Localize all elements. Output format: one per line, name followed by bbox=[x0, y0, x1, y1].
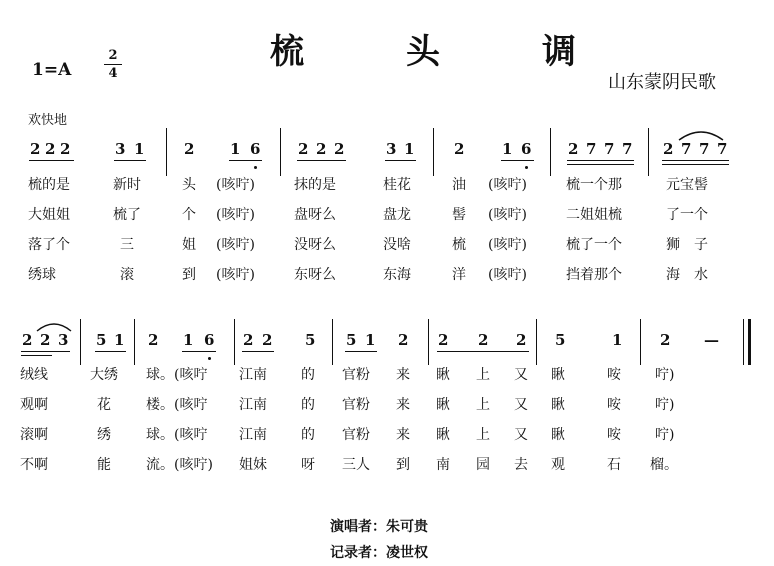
lyric: 咛) bbox=[655, 427, 675, 443]
lyric: 呀 bbox=[301, 457, 315, 473]
lyric: 瞅 bbox=[551, 397, 565, 413]
song-source: 山东蒙阴民歌 bbox=[608, 72, 716, 93]
lyric: 盘龙 bbox=[383, 207, 411, 223]
note: 7 bbox=[699, 140, 710, 158]
lyric: 新时 bbox=[113, 177, 141, 193]
lyric: 又 bbox=[514, 397, 528, 413]
lyric: (咳咛) bbox=[488, 207, 527, 223]
bar-line bbox=[648, 128, 649, 176]
bar-line bbox=[428, 319, 429, 365]
note: 3 bbox=[115, 140, 126, 158]
note: 2 bbox=[660, 331, 671, 349]
lyric: 瞅 bbox=[551, 427, 565, 443]
bar-line bbox=[280, 128, 281, 176]
lyric: 东呀么 bbox=[294, 267, 336, 283]
beam bbox=[297, 160, 346, 161]
lyric: 头 bbox=[182, 177, 196, 193]
lyric: 观 bbox=[551, 457, 565, 473]
bar-line bbox=[134, 319, 135, 365]
note: 5 bbox=[305, 331, 316, 349]
lyric: (咳咛) bbox=[216, 267, 255, 283]
lyric: 又 bbox=[514, 367, 528, 383]
lyric: 梳了 bbox=[113, 207, 141, 223]
note: 2 bbox=[398, 331, 409, 349]
bar-line bbox=[640, 319, 641, 365]
lyric: 瞅 bbox=[436, 397, 450, 413]
lyric: 江南 bbox=[239, 427, 267, 443]
note: 2 bbox=[298, 140, 309, 158]
note: 2 bbox=[316, 140, 327, 158]
beam bbox=[385, 160, 416, 161]
note: 6 bbox=[204, 331, 215, 349]
lyric: 姐妹 bbox=[239, 457, 267, 473]
lyric: 的 bbox=[301, 367, 315, 383]
note: 2 bbox=[60, 140, 71, 158]
slur bbox=[34, 319, 74, 333]
tempo-marking: 欢快地 bbox=[28, 113, 68, 128]
note: 2 bbox=[454, 140, 465, 158]
note: 2 bbox=[30, 140, 41, 158]
octave-dot bbox=[254, 166, 257, 169]
lyric: 落了个 bbox=[28, 237, 70, 253]
lyric: 南 bbox=[436, 457, 450, 473]
lyric: 球。(咳咛 bbox=[146, 367, 208, 383]
note: 1 bbox=[183, 331, 194, 349]
lyric: 来 bbox=[396, 427, 410, 443]
lyric: 能 bbox=[97, 457, 111, 473]
beam bbox=[182, 351, 216, 352]
lyric: 园 bbox=[476, 457, 490, 473]
lyric: 瞅 bbox=[436, 427, 450, 443]
note: 2 bbox=[22, 331, 33, 349]
note: 7 bbox=[586, 140, 597, 158]
bar-line bbox=[332, 319, 333, 365]
lyric: 油 bbox=[452, 177, 466, 193]
note: 2 bbox=[40, 331, 51, 349]
octave-dot bbox=[208, 357, 211, 360]
note: 5 bbox=[96, 331, 107, 349]
note: 5 bbox=[555, 331, 566, 349]
beam bbox=[437, 351, 529, 352]
lyric: 到 bbox=[396, 457, 410, 473]
lyric: 抹的是 bbox=[294, 177, 336, 193]
time-signature bbox=[104, 48, 122, 81]
lyric: 球。(咳咛 bbox=[146, 427, 208, 443]
lyric: 梳一个那 bbox=[566, 177, 622, 193]
note: 2 bbox=[262, 331, 273, 349]
lyric: 江南 bbox=[239, 367, 267, 383]
note: 3 bbox=[386, 140, 397, 158]
bar-line bbox=[80, 319, 81, 365]
lyric: 东海 bbox=[383, 267, 411, 283]
lyric: (咳咛) bbox=[216, 237, 255, 253]
lyric: 石 bbox=[607, 457, 621, 473]
bar-line bbox=[234, 319, 235, 365]
note: 7 bbox=[717, 140, 728, 158]
lyric: 上 bbox=[476, 427, 490, 443]
slur bbox=[676, 128, 726, 142]
lyric: 梳 bbox=[452, 237, 466, 253]
lyric: (咳咛) bbox=[216, 207, 255, 223]
beam bbox=[662, 160, 729, 161]
lyric: 来 bbox=[396, 397, 410, 413]
note: 6 bbox=[521, 140, 532, 158]
meter-top: 2 bbox=[108, 48, 118, 63]
lyric: 滚啊 bbox=[20, 427, 48, 443]
octave-dot bbox=[525, 166, 528, 169]
note: 1 bbox=[134, 140, 145, 158]
lyric: 梳了一个 bbox=[566, 237, 622, 253]
lyric: 咹 bbox=[607, 397, 621, 413]
beam bbox=[21, 355, 52, 356]
lyric: 来 bbox=[396, 367, 410, 383]
lyric: 姐 bbox=[182, 237, 196, 253]
beam bbox=[21, 351, 70, 352]
note: 2 bbox=[243, 331, 254, 349]
lyric: 滚 bbox=[120, 267, 134, 283]
bar-line bbox=[433, 128, 434, 176]
lyric: 髻 bbox=[452, 207, 466, 223]
beam bbox=[567, 164, 634, 165]
beam bbox=[114, 160, 146, 161]
beam bbox=[662, 164, 729, 165]
note: 2 bbox=[516, 331, 527, 349]
key-signature: 1=A bbox=[32, 60, 72, 80]
lyric: 花 bbox=[97, 397, 111, 413]
lyric: 楼。(咳咛 bbox=[146, 397, 208, 413]
note: 2 bbox=[148, 331, 159, 349]
lyric: 大绣 bbox=[90, 367, 118, 383]
lyric: 的 bbox=[301, 397, 315, 413]
bar-line bbox=[536, 319, 537, 365]
beam bbox=[29, 160, 74, 161]
lyric: 江南 bbox=[239, 397, 267, 413]
lyric: 绣球 bbox=[28, 267, 56, 283]
note: 1 bbox=[114, 331, 125, 349]
lyric: (咳咛) bbox=[216, 177, 255, 193]
lyric: (咳咛) bbox=[488, 237, 527, 253]
note: 2 bbox=[184, 140, 195, 158]
note: 2 bbox=[478, 331, 489, 349]
lyric: 洋 bbox=[452, 267, 466, 283]
lyric: 挡着那个 bbox=[566, 267, 622, 283]
note: 3 bbox=[58, 331, 69, 349]
note: 1 bbox=[502, 140, 513, 158]
lyric: 上 bbox=[476, 367, 490, 383]
lyric: 到 bbox=[182, 267, 196, 283]
note: 7 bbox=[622, 140, 633, 158]
note: 2 bbox=[568, 140, 579, 158]
beam bbox=[567, 160, 634, 161]
note: 2 bbox=[45, 140, 56, 158]
lyric: 的 bbox=[301, 427, 315, 443]
lyric: 狮 子 bbox=[666, 237, 708, 253]
lyric: 观啊 bbox=[20, 397, 48, 413]
lyric: 上 bbox=[476, 397, 490, 413]
lyric: (咳咛) bbox=[488, 267, 527, 283]
lyric: 绒线 bbox=[20, 367, 48, 383]
final-bar-thin bbox=[743, 319, 744, 365]
note: 2 bbox=[438, 331, 449, 349]
bar-line bbox=[550, 128, 551, 176]
lyric: 咹 bbox=[607, 367, 621, 383]
lyric: 大姐姐 bbox=[28, 207, 70, 223]
beam bbox=[242, 351, 274, 352]
lyric: 官粉 bbox=[342, 427, 370, 443]
lyric: 瞅 bbox=[551, 367, 565, 383]
meter-bottom: 4 bbox=[108, 66, 118, 81]
lyric: 榴。 bbox=[650, 457, 678, 473]
beam bbox=[95, 351, 126, 352]
note: 1 bbox=[230, 140, 241, 158]
sustain-dash: — bbox=[704, 331, 719, 349]
lyric: 不啊 bbox=[20, 457, 48, 473]
lyric: 咹 bbox=[607, 427, 621, 443]
lyric: 三 bbox=[120, 237, 134, 253]
lyric: 海 水 bbox=[666, 267, 708, 283]
lyric: 没呀么 bbox=[294, 237, 336, 253]
note: 7 bbox=[604, 140, 615, 158]
lyric: 流。(咳咛) bbox=[146, 457, 213, 473]
note: 1 bbox=[365, 331, 376, 349]
lyric: 个 bbox=[182, 207, 196, 223]
song-title: 梳 头 调 bbox=[270, 32, 610, 72]
lyric: 绣 bbox=[97, 427, 111, 443]
note: 2 bbox=[663, 140, 674, 158]
meter-divider bbox=[104, 64, 122, 65]
lyric: 瞅 bbox=[436, 367, 450, 383]
lyric: 元宝髻 bbox=[666, 177, 708, 193]
lyric: 桂花 bbox=[383, 177, 411, 193]
lyric: 梳的是 bbox=[28, 177, 70, 193]
beam bbox=[345, 351, 377, 352]
note: 5 bbox=[346, 331, 357, 349]
note: 2 bbox=[334, 140, 345, 158]
final-bar-thick bbox=[748, 319, 751, 365]
recorder-credit: 记录者：凌世权 bbox=[330, 545, 428, 561]
note: 1 bbox=[404, 140, 415, 158]
lyric: 咛) bbox=[655, 397, 675, 413]
lyric: 咛) bbox=[655, 367, 675, 383]
lyric: 三人 bbox=[342, 457, 370, 473]
note: 1 bbox=[612, 331, 623, 349]
lyric: 了一个 bbox=[666, 207, 708, 223]
note: 7 bbox=[681, 140, 692, 158]
lyric: 盘呀么 bbox=[294, 207, 336, 223]
note: 6 bbox=[250, 140, 261, 158]
lyric: 去 bbox=[514, 457, 528, 473]
bar-line bbox=[166, 128, 167, 176]
singer-credit: 演唱者：朱可贵 bbox=[330, 519, 428, 535]
lyric: 官粉 bbox=[342, 397, 370, 413]
lyric: (咳咛) bbox=[488, 177, 527, 193]
lyric: 没啥 bbox=[383, 237, 411, 253]
beam bbox=[501, 160, 534, 161]
lyric: 又 bbox=[514, 427, 528, 443]
lyric: 官粉 bbox=[342, 367, 370, 383]
lyric: 二姐姐梳 bbox=[566, 207, 622, 223]
beam bbox=[229, 160, 262, 161]
